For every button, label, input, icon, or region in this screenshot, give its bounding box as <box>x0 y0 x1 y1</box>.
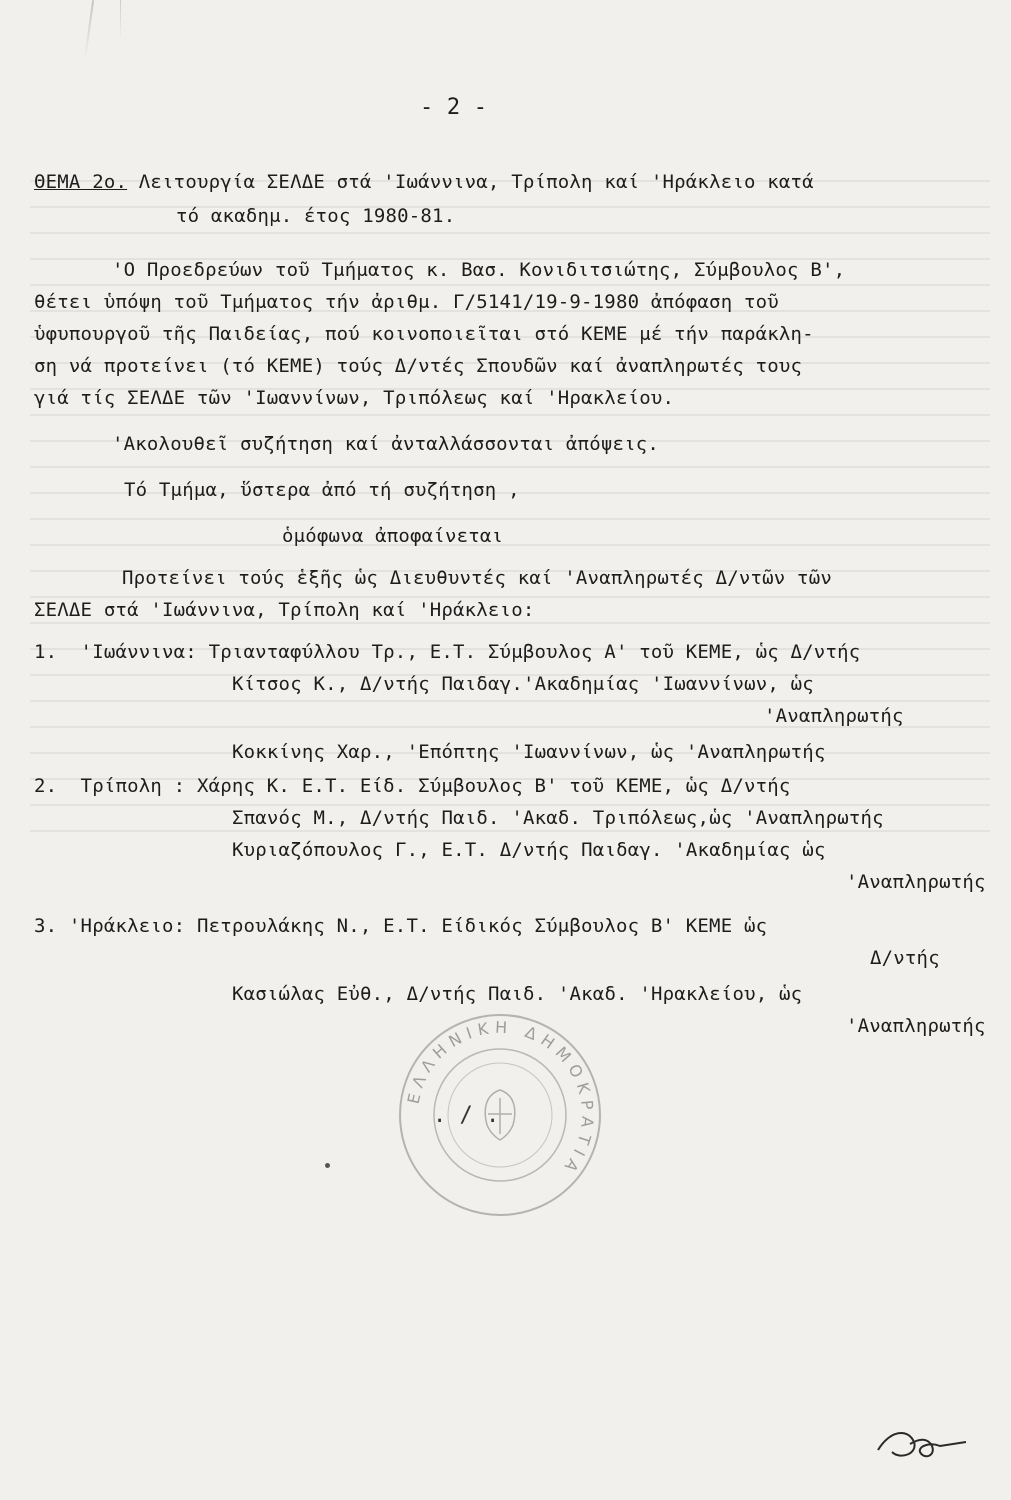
list-item-continuation: 'Αναπληρωτής <box>846 1015 986 1037</box>
text-line: τό ακαδημ. έτος 1980-81. <box>176 205 456 227</box>
official-seal-stamp <box>395 1010 605 1220</box>
text-line: ὑφυπουργοῦ τῆς Παιδείας, πού κοινοποιεῖται στό ΚΕΜΕ μέ τήν παράκλη- <box>34 323 814 345</box>
seal-outer-text: ΕΛΛΗΝΙΚΗ ΔΗΜΟΚΡΑΤΙΑ <box>403 1017 598 1181</box>
ink-dot <box>325 1163 330 1168</box>
text-line: Προτείνει τούς ἑξῆς ὡς Διευθυντές καί 'Αναπληρωτές Δ/ντῶν τῶν <box>122 567 832 589</box>
scan-scratch <box>84 0 94 60</box>
text-line: Τό Τμήμα, ὕστερα ἀπό τή συζήτηση , <box>124 479 520 501</box>
text-line: 'Ακολουθεῖ συζήτηση καί ἀνταλλάσσονται ἀπόψεις. <box>112 433 660 455</box>
list-item-continuation: Κίτσος Κ., Δ/ντής Παιδαγ.'Ακαδημίας 'Ιωαννίνων, ὡς <box>232 673 814 695</box>
list-item-continuation: Κοκκίνης Χαρ., 'Επόπτης 'Ιωαννίνων, ὡς 'Αναπληρωτής <box>232 741 826 763</box>
handwritten-signature <box>870 1420 970 1470</box>
text-line: ση νά προτείνει (τό ΚΕΜΕ) τούς Δ/ντές Σπουδῶν καί ἀναπληρωτές τους <box>34 355 803 377</box>
decision-heading: ὁμόφωνα ἀποφαίνεται <box>282 525 504 547</box>
topic-label: ΘΕΜΑ 2ο. <box>34 171 128 193</box>
list-item: 1. 'Ιωάννινα: Τριανταφύλλου Τρ., Ε.Τ. Σύμβουλος Α' τοῦ ΚΕΜΕ, ὡς Δ/ντής <box>34 641 861 663</box>
list-item-continuation: Κυριαζόπουλος Γ., Ε.Τ. Δ/ντής Παιδαγ. 'Ακαδημίας ὡς <box>232 839 826 861</box>
list-item-continuation: Σπανός Μ., Δ/ντής Παιδ. 'Ακαδ. Τριπόλεως,ὡς 'Αναπληρωτής <box>232 807 884 829</box>
list-item: 2. Τρίπολη : Χάρης Κ. Ε.Τ. Είδ. Σύμβουλος Β' τοῦ ΚΕΜΕ, ὡς Δ/ντής <box>34 775 791 797</box>
list-item-continuation: 'Αναπληρωτής <box>846 871 986 893</box>
list-item-continuation: Κασιώλας Εὐθ., Δ/ντής Παιδ. 'Ακαδ. 'Ηρακλείου, ὡς <box>232 983 803 1005</box>
text-line: ΣΕΛΔΕ στά 'Ιωάννινα, Τρίπολη καί 'Ηράκλειο: <box>34 599 535 621</box>
text-line: 'Ο Προεδρεύων τοῦ Τμήματος κ. Βασ. Κονιδιτσιώτης, Σύμβουλος Β', <box>112 259 846 281</box>
page-number: - 2 - <box>420 95 488 120</box>
topic-line <box>34 170 814 194</box>
list-item-continuation: 'Αναπληρωτής <box>764 705 904 727</box>
text-line: θέτει ὑπόψη τοῦ Τμήματος τήν ἀριθμ. Γ/5141/19-9-1980 ἀπόφαση τοῦ <box>34 291 779 313</box>
seal-mark: . / . <box>433 1103 500 1128</box>
topic-text: Λειτουργία ΣΕΛΔΕ στά 'Ιωάννινα, Τρίπολη καί 'Ηράκλειο κατά <box>138 171 814 193</box>
text-line: γιά τίς ΣΕΛΔΕ τῶν 'Ιωαννίνων, Τριπόλεως καί 'Ηρακλείου. <box>34 387 675 409</box>
list-item-continuation: Δ/ντής <box>870 947 940 969</box>
scan-scratch <box>120 0 121 40</box>
signature-text: Αε <box>920 1468 922 1469</box>
list-item: 3. 'Ηράκλειο: Πετρουλάκης Ν., Ε.Τ. Είδικός Σύμβουλος Β' ΚΕΜΕ ὡς <box>34 915 768 937</box>
